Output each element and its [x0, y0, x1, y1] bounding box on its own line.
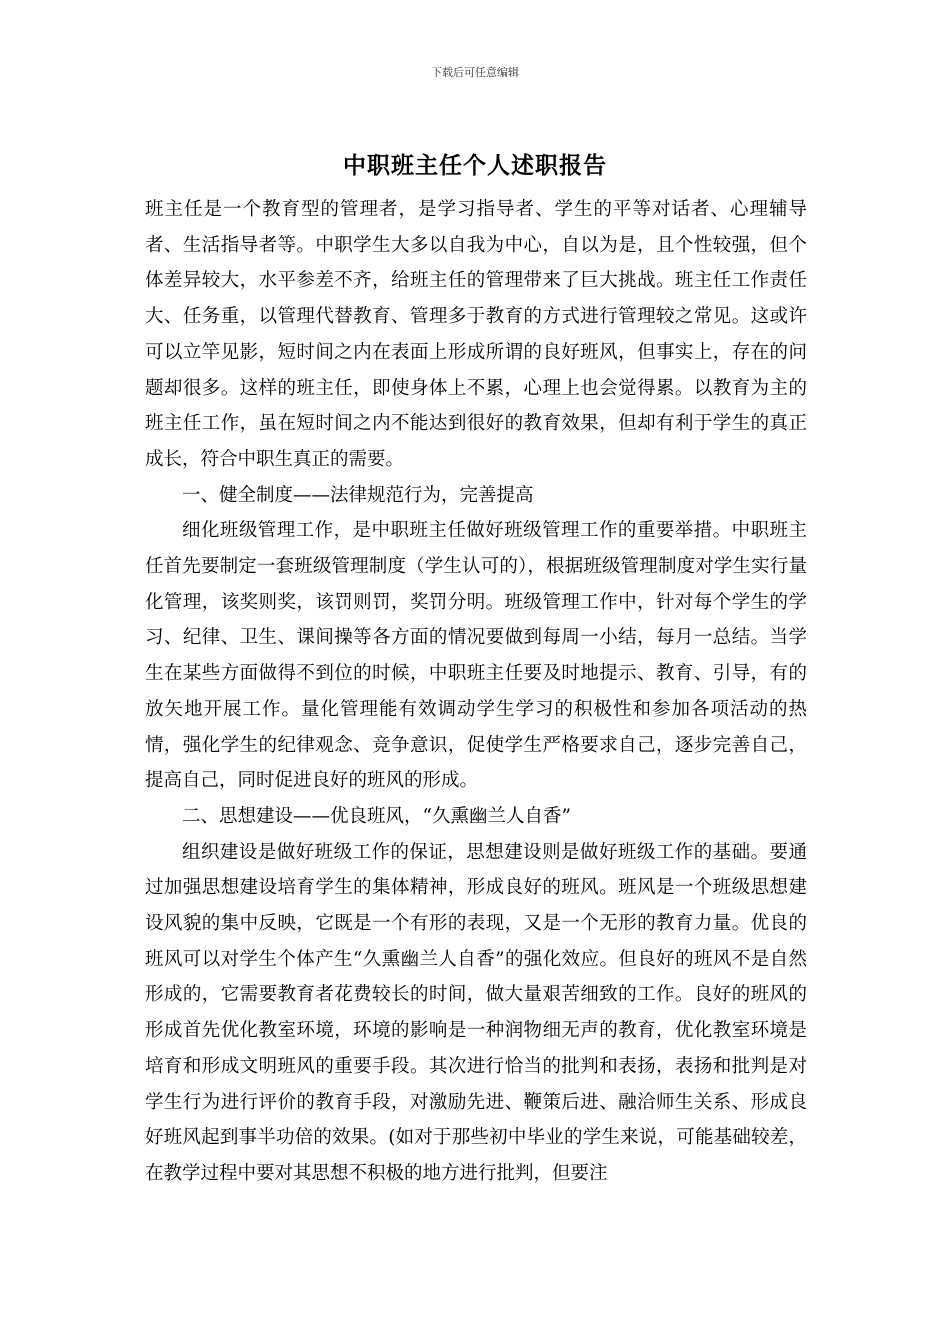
- header-note: 下载后可任意编辑: [431, 66, 519, 79]
- section-heading-2: 二、思想建设——优良班风，“久熏幽兰人自香”: [182, 805, 571, 827]
- document-body: [145, 192, 807, 1192]
- section-paragraph-1: 细化班级管理工作，是中职班主任做好班级管理工作的重要举措。中职班主任首先要制定一套班级管理制度（学生认可的），根据班级管理制度对学生实行量化管理，该奖则奖，该罚则罚，奖罚分明。班级管理工作中，针对每个学生的学习、纪律、卫生、课间操等各方面的情况要做到每周一小结，每月一总结。当学生在某些方面做得不到位的时候，中职班主任要及时地提示、教育、引导，有的放矢地开展工作。量化管理能有效调动学生学习的积极性和参加各项活动的热情，强化学生的纪律观念、竞争意识，促使学生严格要求自己，逐步完善自己，提高自己，同时促进良好的班风的形成。: [145, 520, 807, 792]
- page-title: 中职班主任个人述职报告: [343, 152, 607, 179]
- section-paragraph-2: 组织建设是做好班级工作的保证，思想建设则是做好班级工作的基础。要通过加强思想建设培育学生的集体精神，形成良好的班风。班风是一个班级思想建设风貌的集中反映，它既是一个有形的表现，又是一个无形的教育力量。优良的班风可以对学生个体产生“久熏幽兰人自香”的强化效应。但良好的班风不是自然形成的，它需要教育者花费较长的时间，做大量艰苦细致的工作。良好的班风的形成首先优化教室环境，环境的影响是一种润物细无声的教育，优化教室环境是培育和形成文明班风的重要手段。其次进行恰当的批判和表扬，表扬和批判是对学生行为进行评价的教育手段，对激励先进、鞭策后进、融洽师生关系、形成良好班风起到事半功倍的效果。(如对于那些初中毕业的学生来说，可能基础较差，在教学过程中要对其思想不积极的地方进行批判，但要注: [145, 841, 807, 1184]
- section-heading-1: 一、健全制度——法律规范行为，完善提高: [182, 484, 534, 506]
- intro-paragraph: 班主任是一个教育型的管理者，是学习指导者、学生的平等对话者、心理辅导者、生活指导者等。中职学生大多以自我为中心，自以为是，且个性较强，但个体差异较大，水平参差不齐，给班主任的管理带来了巨大挑战。班主任工作责任大、任务重，以管理代替教育、管理多于教育的方式进行管理较之常见。这或许可以立竿见影，短时间之内在表面上形成所谓的良好班风，但事实上，存在的问题却很多。这样的班主任，即使身体上不累，心理上也会觉得累。以教育为主的班主任工作，虽在短时间之内不能达到很好的教育效果，但却有利于学生的真正成长，符合中职生真正的需要。: [145, 199, 807, 470]
